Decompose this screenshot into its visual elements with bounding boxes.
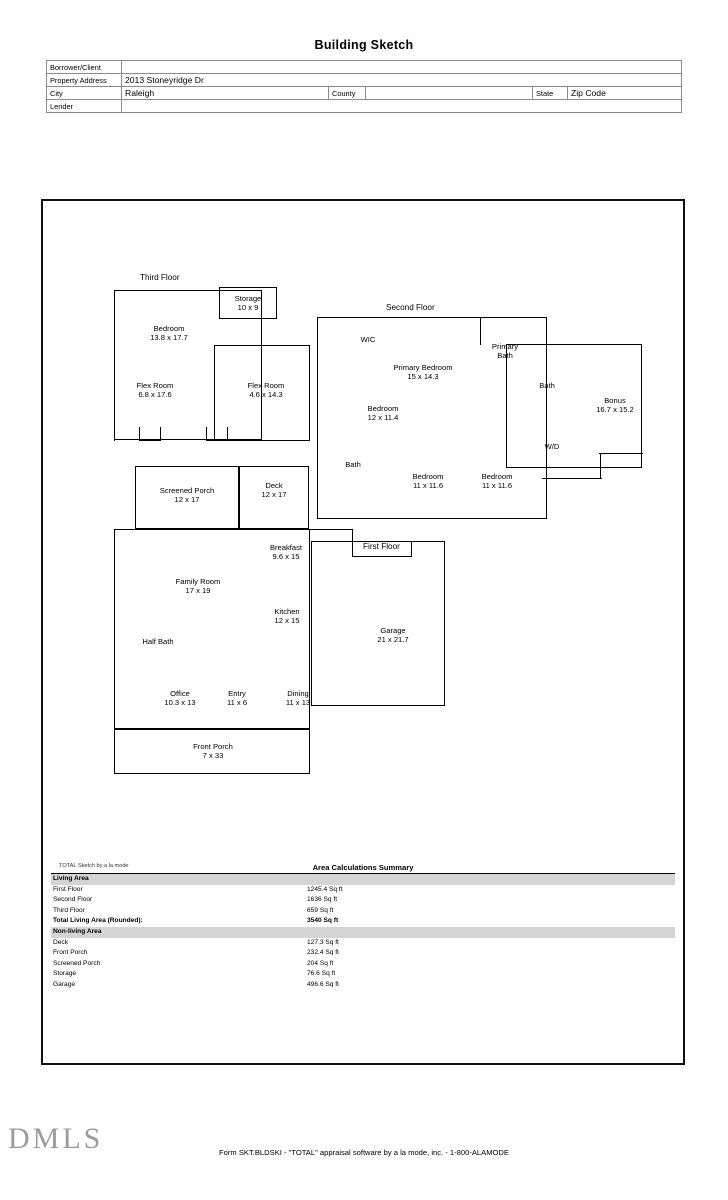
room-label-storage: Storage 10 x 9 <box>234 294 262 313</box>
room-label-garage: Garage 21 x 21.7 <box>377 626 409 645</box>
table-row <box>51 959 675 970</box>
table-row <box>47 87 682 100</box>
area-row-value: 127.3 Sq ft <box>307 938 339 946</box>
table-row <box>47 74 682 87</box>
watermark-logo: DMLS <box>8 1122 104 1155</box>
area-calculations-table <box>51 874 675 991</box>
area-row-value: 1636 Sq ft <box>307 896 338 904</box>
table-row <box>51 980 675 991</box>
area-row-spacer <box>489 938 675 949</box>
county-value[interactable] <box>366 87 533 100</box>
table-row <box>47 61 682 74</box>
room-label-deck: Deck 12 x 17 <box>261 481 287 500</box>
room-label-bonus: Bonus 16.7 x 15.2 <box>596 396 634 415</box>
area-row-spacer <box>489 959 675 970</box>
property-address-label: Property Address <box>47 74 122 87</box>
room-label-family-room: Family Room 17 x 19 <box>175 577 221 596</box>
notch-line <box>139 427 140 441</box>
area-row-value: 1245.4 Sq ft <box>307 885 343 893</box>
city-value[interactable]: Raleigh <box>122 87 329 100</box>
connector-line <box>309 529 353 530</box>
notch-line <box>227 427 228 441</box>
area-row-value: 659 Sq ft <box>307 906 334 914</box>
table-row <box>51 948 675 959</box>
area-summary-title: Area Calculations Summary <box>312 863 414 872</box>
building-sketch-canvas <box>41 199 685 1065</box>
section-heading-spacer <box>489 874 675 885</box>
table-row <box>51 874 675 885</box>
county-label: County <box>329 87 366 100</box>
section-heading-living: Living Area <box>51 874 305 885</box>
area-row-spacer <box>489 885 675 896</box>
section-heading-value <box>305 927 489 938</box>
zip-cell[interactable] <box>568 87 682 100</box>
room-label-bedroom-third: Bedroom 13.8 x 17.7 <box>150 324 188 343</box>
notch-line <box>206 427 207 441</box>
area-row-spacer <box>489 948 675 959</box>
step-line <box>600 453 601 479</box>
room-label-kitchen: Kitchen 12 x 15 <box>274 607 300 626</box>
lender-label: Lender <box>47 100 122 113</box>
room-label-primary-bath: Primary Bath <box>491 342 519 361</box>
room-label-primary-bedroom: Primary Bedroom 15 x 14.3 <box>393 363 453 382</box>
property-address-value[interactable]: 2013 Stoneyridge Dr <box>122 74 682 87</box>
room-label-half-bath: Half Bath <box>142 637 174 646</box>
notch-line <box>114 427 115 441</box>
room-label-bedroom-3: Bedroom 11 x 11.6 <box>412 472 444 491</box>
room-label-screened-porch: Screened Porch 12 x 17 <box>159 486 215 505</box>
room-label-office: Office 10.3 x 13 <box>164 689 196 708</box>
borrower-label: Borrower/Client <box>47 61 122 74</box>
sketch-credit: TOTAL Sketch by a la mode <box>59 863 129 869</box>
area-row-name: Front Porch <box>53 949 88 957</box>
area-row-name: Storage <box>53 970 77 978</box>
room-label-bath-upper: Bath <box>539 381 555 390</box>
floor-title-first: First Floor <box>363 542 400 551</box>
table-row <box>51 969 675 980</box>
area-row-name: First Floor <box>53 885 83 893</box>
room-label-front-porch: Front Porch 7 x 33 <box>193 742 233 761</box>
area-row-name: Second Floor <box>53 896 93 904</box>
area-row-value: 76.6 Sq ft <box>307 970 336 978</box>
room-label-entry: Entry 11 x 6 <box>226 689 248 708</box>
section-heading-value <box>305 874 489 885</box>
table-row <box>51 927 675 938</box>
notch-line <box>139 440 161 441</box>
step-line <box>480 317 481 345</box>
total-living-area-value: 3540 Sq ft <box>307 917 339 925</box>
room-label-flex-room-left: Flex Room 6.8 x 17.6 <box>136 381 174 400</box>
floor-title-third: Third Floor <box>140 273 180 282</box>
zip-label: Zip Code <box>571 87 606 98</box>
room-label-bath-lower: Bath <box>345 460 361 469</box>
section-heading-spacer <box>489 927 675 938</box>
garage-outline <box>311 541 445 706</box>
lender-value[interactable] <box>122 100 682 113</box>
area-row-spacer <box>489 980 675 991</box>
table-row <box>51 906 675 917</box>
area-row-spacer <box>489 969 675 980</box>
notch-line <box>160 427 161 441</box>
step-line <box>542 478 602 479</box>
room-label-bedroom-4: Bedroom 11 x 11.6 <box>481 472 513 491</box>
borrower-value[interactable] <box>122 61 682 74</box>
area-row-value: 204 Sq ft <box>307 959 334 967</box>
notch-line <box>206 440 228 441</box>
city-label: City <box>47 87 122 100</box>
total-living-area-label: Total Living Area (Rounded): <box>53 917 143 925</box>
area-row-name: Third Floor <box>53 906 85 914</box>
area-row-name: Screened Porch <box>53 959 101 967</box>
table-row <box>51 938 675 949</box>
room-label-flex-room-right: Flex Room 4.6 x 14.3 <box>247 381 285 400</box>
section-heading-nonliving: Non-living Area <box>51 927 305 938</box>
connector-line <box>309 529 310 541</box>
table-row <box>51 895 675 906</box>
page-title: Building Sketch <box>314 38 414 52</box>
area-row-name: Garage <box>53 980 75 988</box>
area-row-spacer <box>489 906 675 917</box>
property-info-table <box>46 60 682 113</box>
table-row <box>51 916 675 927</box>
form-footer: Form SKT.BLDSKI - "TOTAL" appraisal software by a la mode, inc. - 1-800-ALAMODE <box>219 1148 509 1157</box>
step-line <box>599 453 643 454</box>
area-row-value: 496.6 Sq ft <box>307 980 339 988</box>
room-label-wd: W/D <box>544 442 560 451</box>
area-row-value: 232.4 Sq ft <box>307 949 339 957</box>
area-row-spacer <box>489 895 675 906</box>
area-row-name: Deck <box>53 938 69 946</box>
total-spacer <box>489 916 675 927</box>
state-label: State <box>533 87 568 100</box>
table-row <box>51 885 675 896</box>
room-label-wic: WIC <box>360 335 376 344</box>
room-label-dining: Dining 11 x 13 <box>285 689 311 708</box>
table-row <box>47 100 682 113</box>
room-label-bedroom-2: Bedroom 12 x 11.4 <box>367 404 399 423</box>
floor-title-second: Second Floor <box>386 303 435 312</box>
room-label-breakfast: Breakfast 9.6 x 15 <box>269 543 303 562</box>
